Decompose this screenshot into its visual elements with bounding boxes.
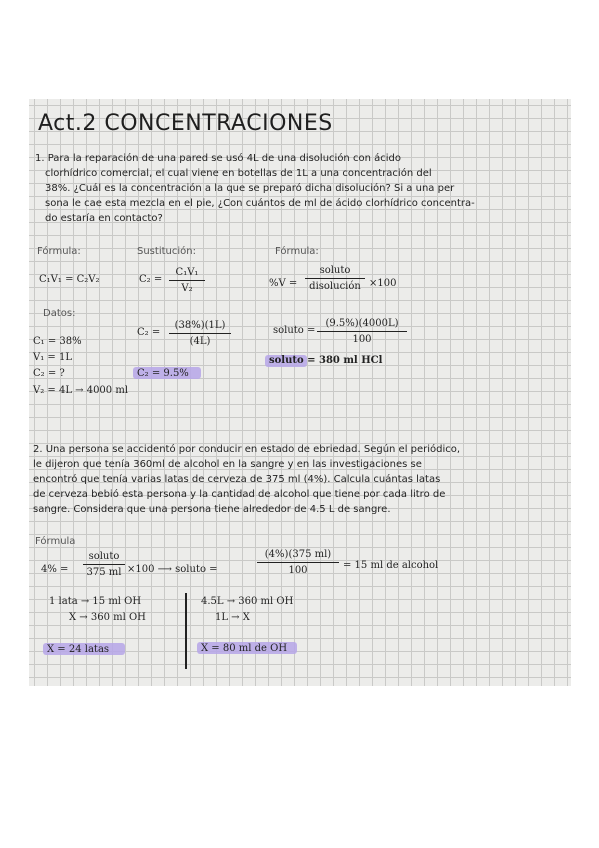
p2-calc-fraction xyxy=(257,549,339,576)
soluto-calc-lhs: soluto = xyxy=(273,325,316,336)
dato-v1: V₁ = 1L xyxy=(33,352,72,363)
dato-c2: C₂ = ? xyxy=(33,368,65,379)
percent-volume-den: disolución xyxy=(309,281,361,292)
rule2-line-1: 4.5L → 360 ml OH xyxy=(201,596,294,607)
c2-calc-num: (38%)(1L) xyxy=(174,320,226,331)
soluto-calc-num: (9.5%)(4000L) xyxy=(325,318,399,329)
problem1-line-2: clorhídrico comercial, el cual viene en botellas de 1L a una concentración del xyxy=(45,168,432,179)
p2-formula-den: 375 ml xyxy=(86,567,122,578)
problem2-line-4: de cerveza bebió esta persona y la cantidad de alcohol que tiene por cada litro de xyxy=(33,489,446,500)
p2-formula-lhs: 4% = xyxy=(41,564,69,575)
p2-formula-num: soluto xyxy=(88,551,120,562)
formula-dilution: C₁V₁ = C₂V₂ xyxy=(39,274,100,285)
problem1-line-4: sona le cae esta mezcla en el pie, ¿Con cuántos de ml de ácido clorhídrico concentra- xyxy=(45,198,475,209)
c2-result: C₂ = 9.5% xyxy=(137,368,189,379)
c2-calc-den: (4L) xyxy=(189,336,211,347)
c2-calc-fraction xyxy=(169,320,231,347)
p2-formula-fraction xyxy=(83,551,125,578)
datos-label: Datos: xyxy=(43,308,76,319)
result-latas: X = 24 latas xyxy=(47,644,110,655)
subst-lhs: C₂ = xyxy=(139,274,163,285)
soluto-calc-fraction xyxy=(317,318,407,345)
soluto-result: soluto = 380 ml HCl xyxy=(269,355,383,366)
problem2-line-3: encontró que tenía varias latas de cerveza de 375 ml (4%). Calcula cuántas latas xyxy=(33,474,441,485)
substitution-label: Sustitución: xyxy=(137,246,196,257)
c2-calc-lhs: C₂ = xyxy=(137,327,161,338)
percent-volume-fraction xyxy=(305,265,365,292)
problem1-line-3: 38%. ¿Cuál es la concentración a la que se preparó dicha disolución? Si a una per xyxy=(45,183,455,194)
problem2-line-5: sangre. Considera que una persona tiene alrededor de 4.5 L de sangre. xyxy=(33,504,391,515)
soluto-calc-den: 100 xyxy=(352,334,372,345)
page-title: Act.2 CONCENTRACIONES xyxy=(38,111,333,136)
rule1-line-2: X → 360 ml OH xyxy=(69,612,146,623)
subst-fraction xyxy=(169,267,205,294)
problem2-line-1: 2. Una persona se accidentó por conducir en estado de ebriedad. Según el periódico, xyxy=(33,444,461,455)
problem1-line-1: 1. Para la reparación de una pared se usó 4L de una disolución con ácido xyxy=(35,153,401,164)
subst-numerator: C₁V₁ xyxy=(175,267,199,278)
problem1-line-5: do estaría en contacto? xyxy=(45,213,163,224)
result-ml-per-litre: X = 80 ml de OH xyxy=(201,643,288,654)
formula-label-2: Fórmula xyxy=(35,536,76,547)
dato-c1: C₁ = 38% xyxy=(33,336,82,347)
grid-paper-sheet xyxy=(29,99,571,686)
p2-calc-num: (4%)(375 ml) xyxy=(264,549,332,560)
percent-volume-num: soluto xyxy=(319,265,351,276)
percent-volume-rhs: ×100 xyxy=(369,278,397,289)
p2-calc-den: 100 xyxy=(288,565,308,576)
rule2-line-2: 1L → X xyxy=(215,612,250,623)
rule1-line-1: 1 lata → 15 ml OH xyxy=(49,596,142,607)
p2-calc-result: = 15 ml de alcohol xyxy=(343,560,439,571)
percent-volume-lhs: %V = xyxy=(269,278,298,289)
problem2-line-2: le dijeron que tenía 360ml de alcohol en la sangre y en las investigaciones se xyxy=(33,459,422,470)
subst-denominator: V₂ xyxy=(181,283,193,294)
dato-v2: V₂ = 4L → 4000 ml xyxy=(33,385,129,396)
p2-formula-rhs: ×100 ⟶ soluto = xyxy=(127,564,218,575)
formula-label: Fórmula: xyxy=(37,246,81,257)
divider-line xyxy=(185,593,187,669)
formula2-label: Fórmula: xyxy=(275,246,319,257)
